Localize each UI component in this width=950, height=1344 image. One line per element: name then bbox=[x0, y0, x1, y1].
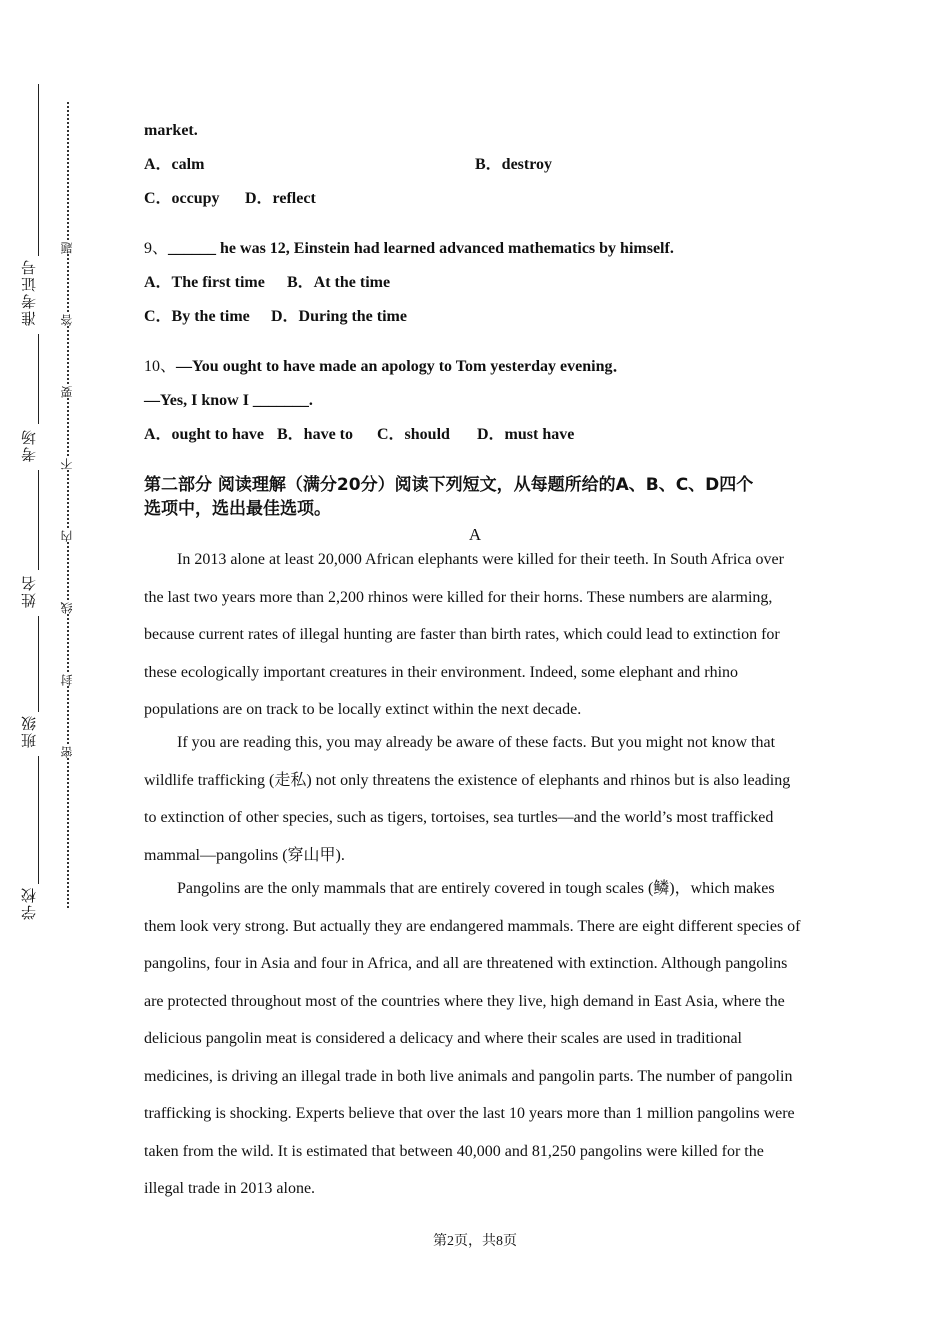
exam-number-label: 准考证号 bbox=[22, 258, 38, 326]
section-heading bbox=[144, 473, 814, 521]
margin-line bbox=[38, 616, 39, 712]
name-label: 姓名 bbox=[22, 574, 38, 608]
seal-char: 要 bbox=[60, 386, 74, 398]
q10-blank: _______ bbox=[252, 392, 309, 409]
margin-line bbox=[38, 334, 39, 424]
seal-char: 题 bbox=[60, 242, 74, 254]
q9-blank: ______ bbox=[168, 240, 217, 257]
seal-char: 内 bbox=[60, 530, 74, 542]
q9-option-d: D．During the time bbox=[271, 308, 407, 325]
binding-margin bbox=[0, 0, 110, 1344]
seal-char: 不 bbox=[60, 458, 74, 470]
q9-option-a: A．The first time bbox=[144, 274, 265, 291]
margin-line bbox=[38, 756, 39, 884]
q10-line1: —You ought to have made an apology to Tom yesterday evening． bbox=[176, 358, 629, 375]
q9-text: he was 12, Einstein had learned advanced mathematics by himself. bbox=[216, 240, 674, 257]
q9-stem bbox=[144, 239, 674, 259]
q10-number: 10、 bbox=[144, 358, 177, 375]
seal-char: 答 bbox=[60, 314, 74, 326]
q8-option-d: D．reflect bbox=[245, 190, 316, 207]
section-heading-line1: 第二部分 阅读理解（满分20分）阅读下列短文，从每题所给的A、B、C、D四个 bbox=[144, 475, 754, 495]
margin-line bbox=[38, 84, 39, 256]
page-footer: 第2页，共8页 bbox=[433, 1234, 517, 1249]
q10-option-d: D．must have bbox=[477, 426, 575, 443]
class-label: 班级 bbox=[22, 714, 38, 748]
q10-line2-suffix: . bbox=[308, 392, 313, 409]
passage-paragraph: If you are reading this, you may already be aware of these facts. But you might not know that wildlife trafficking (走私) not only threatens the existence of elephants and rhinos but is also leading to extinction of other species, such as tigers, tortoises, sea turtles—and the world’s most trafficked mammal—pangolins (穿山甲). bbox=[144, 734, 791, 864]
seal-char: 线 bbox=[60, 602, 74, 614]
q8-tail: market. bbox=[144, 122, 198, 139]
q8-option-a: A．calm bbox=[144, 156, 205, 173]
exam-room-label: 考场 bbox=[22, 428, 38, 462]
seal-char: 密 bbox=[60, 746, 74, 758]
q10-stem bbox=[144, 357, 629, 377]
q10-line2-prefix: —Yes, I know I bbox=[144, 392, 253, 409]
school-label: 学校 bbox=[22, 886, 38, 920]
q10-line2 bbox=[144, 391, 313, 411]
passage-paragraph: In 2013 alone at least 20,000 African elephants were killed for their teeth. In South Africa over the last two years more than 2,200 rhinos were killed for their horns. These numbers are alarming, because current rates of illegal hunting are faster than birth rates, which could lead to extinction for these ecologically important creatures in their environment. Indeed, some elephant and rhino populations are on track to be locally extinct within the next decade. bbox=[144, 551, 784, 718]
q9-option-c: C．By the time bbox=[144, 308, 250, 325]
passage-paragraph: Pangolins are the only mammals that are entirely covered in tough scales (鳞)，which makes them look very strong. But actually they are endangered mammals. There are eight different species of pangolins, four in Asia and four in Africa, and all are threatened with extinction. Although pangolins are protected throughout most of the countries where they live, high demand in East Asia, where the delicious pangolin meat is considered a delicacy and where their scales are used in traditional medicines, is driving an illegal trade in both live animals and pangolin parts. The number of pangolin trafficking is shocking. Experts believe that over the last 10 years more than 1 million pangolins were taken from the wild. It is estimated that between 40,000 and 81,250 pangolins were killed for the illegal trade in 2013 alone. bbox=[144, 880, 801, 1197]
q10-option-b: B．have to bbox=[277, 426, 354, 443]
section-heading-line2: 选项中，选出最佳选项。 bbox=[144, 499, 331, 519]
margin-line bbox=[38, 470, 39, 570]
seal-dotted-line bbox=[67, 102, 69, 908]
passage-title: A bbox=[468, 525, 482, 544]
q8-option-c: C．occupy bbox=[144, 190, 220, 207]
q8-option-b: B．destroy bbox=[475, 156, 553, 173]
q9-option-b: B．At the time bbox=[287, 274, 391, 291]
q10-option-c: C．should bbox=[377, 426, 450, 443]
seal-char: 封 bbox=[60, 674, 74, 686]
q10-option-a: A．ought to have bbox=[144, 426, 265, 443]
q9-number: 9、 bbox=[144, 240, 169, 257]
